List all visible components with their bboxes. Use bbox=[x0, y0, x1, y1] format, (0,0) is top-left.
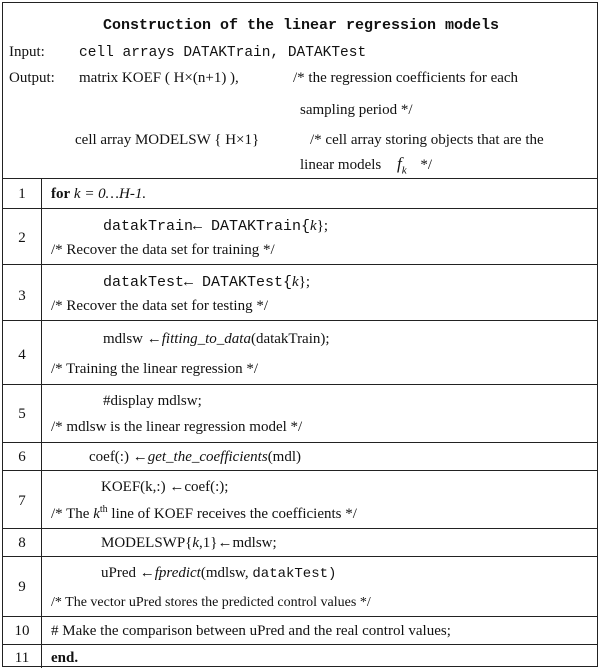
step-3-comment: /* Recover the data set for testing */ bbox=[51, 298, 269, 314]
step-7-comment-sup: th bbox=[99, 504, 108, 515]
step-4-comment: /* Training the linear regression */ bbox=[51, 361, 259, 377]
output-label: Output: bbox=[9, 70, 55, 86]
step-9-comment: /* The vector uPred stores the predicted control values */ bbox=[51, 595, 371, 610]
modelsw-comment-2-text: linear models bbox=[300, 157, 382, 173]
step-4-pre: mdlsw ← bbox=[103, 331, 162, 347]
step-5-comment: /* mdlsw is the linear regression model */ bbox=[51, 419, 303, 435]
divider bbox=[3, 470, 597, 471]
fk-symbol bbox=[396, 154, 407, 177]
divider bbox=[3, 616, 597, 617]
step-11-text bbox=[51, 649, 78, 667]
algorithm-title: Construction of the linear regression models bbox=[102, 17, 500, 34]
modelsw-comment-1: /* cell array storing objects that are the bbox=[310, 132, 544, 148]
fk-f: f bbox=[396, 154, 402, 173]
step-2-k: k bbox=[310, 218, 317, 234]
step-7-comment-b: line of KOEF receives the coefficients */ bbox=[107, 506, 357, 522]
step-number: 4 bbox=[18, 347, 26, 363]
step-number: 10 bbox=[14, 623, 30, 639]
step-2-comment: /* Recover the data set for training */ bbox=[51, 242, 275, 258]
step-2-code-text: datakTrain← DATAKTrain{ bbox=[103, 218, 311, 235]
step-8-k: k bbox=[192, 535, 200, 551]
step-2-code bbox=[103, 217, 328, 236]
step-9-function: fpredict bbox=[154, 565, 201, 581]
divider bbox=[3, 442, 597, 443]
step-6-args: (mdl) bbox=[267, 449, 302, 465]
divider bbox=[3, 528, 597, 529]
step-4-function: fitting_to_data bbox=[161, 331, 251, 347]
step-3-end: }; bbox=[298, 274, 311, 290]
divider bbox=[3, 556, 597, 557]
step-3-code bbox=[103, 273, 310, 292]
step-7-comment-a: /* The bbox=[51, 506, 94, 522]
step-2-end: }; bbox=[316, 218, 329, 234]
divider bbox=[3, 644, 597, 645]
divider bbox=[3, 178, 597, 179]
step-number: 9 bbox=[18, 579, 26, 595]
step-3-code-text: datakTest← DATAKTest{ bbox=[103, 274, 293, 291]
step-number: 7 bbox=[18, 493, 26, 509]
divider bbox=[3, 264, 597, 265]
step-10-text: # Make the comparison between uPred and the real control values; bbox=[51, 623, 451, 639]
modelsw-comment-2 bbox=[300, 155, 432, 179]
step-9-args-mono: datakTest) bbox=[252, 566, 337, 582]
step-7-comment-k: k bbox=[93, 506, 100, 522]
input-label: Input: bbox=[9, 44, 45, 60]
step-6-pre: coef(:) ← bbox=[89, 449, 148, 465]
step-1 bbox=[51, 185, 146, 203]
output-comment-2: sampling period */ bbox=[300, 102, 413, 118]
step-number: 6 bbox=[18, 449, 26, 465]
algorithm-table bbox=[2, 2, 598, 667]
step-6-function: get_the_coefficients bbox=[147, 449, 268, 465]
step-9-args: (mdlsw, bbox=[200, 565, 253, 581]
step-4-args: (datakTrain); bbox=[250, 331, 330, 347]
divider bbox=[3, 208, 597, 209]
for-keyword: for bbox=[51, 186, 71, 202]
step-number: 11 bbox=[14, 650, 30, 666]
loop-range: k = 0…H-1. bbox=[73, 186, 147, 202]
end-keyword: end. bbox=[51, 650, 79, 666]
step-number: 8 bbox=[18, 535, 26, 551]
step-3-k: k bbox=[292, 274, 299, 290]
input-text-value: cell arrays DATAKTrain, DATAKTest bbox=[79, 45, 367, 61]
step-number: 5 bbox=[18, 406, 26, 422]
output-comment-1: /* the regression coefficients for each bbox=[293, 70, 519, 86]
divider bbox=[3, 320, 597, 321]
output-text: matrix KOEF ( H×(n+1) ), bbox=[79, 70, 239, 86]
step-8-pre: MODELSWP{ bbox=[101, 535, 193, 551]
step-number: 1 bbox=[18, 186, 26, 202]
step-4-code bbox=[103, 330, 330, 348]
divider bbox=[3, 384, 597, 385]
fk-sub: k bbox=[401, 164, 407, 177]
step-number: 2 bbox=[18, 230, 26, 246]
step-5-code: #display mdlsw; bbox=[103, 393, 202, 409]
step-7-code: KOEF(k,:) ←coef(:); bbox=[101, 479, 229, 495]
step-6-code bbox=[89, 448, 301, 466]
step-number: 3 bbox=[18, 288, 26, 304]
step-9-pre: uPred ← bbox=[101, 565, 155, 581]
modelsw-text: cell array MODELSW { H×1} bbox=[75, 132, 260, 148]
modelsw-comment-end: */ bbox=[420, 157, 433, 173]
number-column-divider bbox=[41, 178, 42, 668]
step-7-comment bbox=[51, 505, 357, 523]
step-8-code bbox=[101, 534, 277, 552]
step-8-post: ,1}←mdlsw; bbox=[199, 535, 277, 551]
step-9-code bbox=[101, 564, 336, 583]
input-text bbox=[79, 43, 366, 62]
